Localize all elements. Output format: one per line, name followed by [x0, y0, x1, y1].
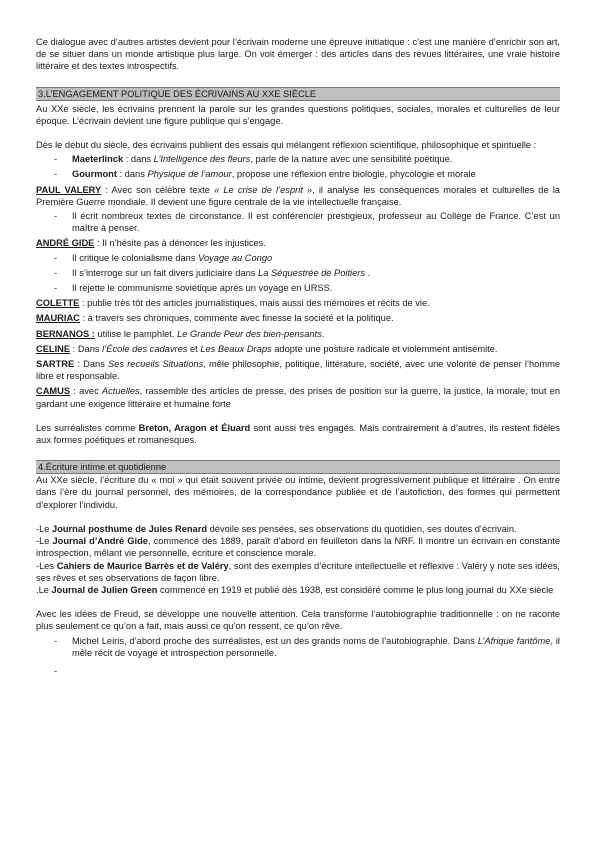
list-item: - Michel Leiris, d’abord proche des surréalistes, est un des grands noms de l’autobiographie. Dans L’Afrique fantôme, il mêle récit de voyage et introspection personnelle.	[54, 635, 560, 658]
section3-p2: Dès le début du siècle, des écrivains publient des essais qui mélangent réflexion scientifique, philosophique et spirituelle :	[36, 140, 537, 151]
journal-entry: -Le Journal posthume de Jules Renard dévoile ses pensées, ses observations du quotidien, ses doutes d’écrivain.	[36, 523, 517, 534]
valery-list	[36, 210, 560, 234]
section4-p1: Au XXe siècle, l’écriture du « moi » qui était souvent privée ou intime, devient progressivement publique et littéraire . On entre dans l’ère du journal personnel, des mémoires, de la correspondance publiée et de l’autofiction, des formes qui permettent d’explorer l’individu.	[36, 475, 560, 510]
list-item: - Il écrit nombreux textes de circonstance. Il est conférencier prestigieux, professeur au Collège de France. C’est un maître à penser.	[54, 211, 560, 234]
valery-paragraph: PAUL VALERY : Avec son célèbre texte « Le crise de l’esprit », il analyse les conséquences morales et culturelles de la Première Guerre mondiale. Il devient une figure centrale de la vie intellectuelle française.	[36, 184, 560, 207]
list-item: - Il rejette le communisme soviétique après un voyage en URSS.	[54, 283, 333, 294]
list-item: - Gourmont : dans Physique de l’amour, propose une réflexion entre biologie, phycologie et morale	[54, 169, 476, 180]
gide-list	[36, 252, 560, 295]
list-item: - Il s’interroge sur un fait divers judiciaire dans La Séquestrée de Poitiers .	[54, 267, 371, 278]
list-item: - Il critique le colonialisme dans Voyage au Congo	[54, 252, 273, 263]
journal-entry: .Le Journal de Julien Green commencé en 1919 et publié dès 1938, est considéré comme le plus long journal du XXe siècle	[36, 584, 554, 595]
camus-paragraph: CAMUS : avec Actuelles, rassemble des articles de presse, des prises de position sur la guerre, la justice, la morale, tout en gardant une exigence littéraire et humaine forte	[36, 386, 560, 409]
list-item: -	[54, 665, 58, 676]
section3-heading: 3.L’ENGAGEMENT POLITIQUE DES ÉCRIVAINS AU XXE SIÈCLE	[36, 87, 560, 101]
celine-paragraph: CELINE : Dans l’École des cadavres et Les Beaux Draps adopte une posture radicale et violemment antisémite.	[36, 343, 498, 354]
freud-paragraph: Avec les idées de Freud, se développe une nouvelle attention. Cela transforme l’autobiographie traditionnelle : on ne raconte plus seulement ce qu’on a fait, mais aussi ce qu’on ressent, ce qu’on rêve.	[36, 609, 560, 632]
journal-entry: -Les Cahiers de Maurice Barrès et de Valéry, sont des exemples d’écriture intellectuelle et réflexive : Valéry y note ses idées, ses rêves et ses observations de façon libre.	[36, 560, 560, 583]
journal-entry: -Le Journal d’André Gide, commencé dès 1889, paraît d’abord en feuilleton dans la NRF. Il montre un écrivain en constante introspection, mêlant vie personnelle, écriture et conscience morale.	[36, 536, 560, 559]
mauriac-paragraph: MAURIAC : à travers ses chroniques, commente avec finesse la société et la politique.	[36, 313, 394, 324]
intro-paragraph: Ce dialogue avec d’autres artistes devient pour l’écrivain moderne une épreuve initiatique : c’est une manière d’enrichir son art, de se situer dans un monde artistique plus large. On voit émerger : des articles dans des revues littéraires, une vraie histoire littéraire et des textes introspectifs.	[36, 37, 560, 72]
colette-paragraph: COLETTE : publie très tôt des articles journalistiques, mais aussi des mémoires et récits de vie.	[36, 298, 430, 309]
list-item: - Maeterlinck : dans L’Intelligence des fleurs, parle de la nature avec une sensibilité poétique.	[54, 154, 453, 165]
essayists-list	[36, 153, 560, 180]
bernanos-paragraph: BERNANOS : utilise le pamphlet. Le Grande Peur des bien-pensants.	[36, 328, 325, 339]
sartre-paragraph: SARTRE : Dans Ses recueils Situations, mêle philosophie, politique, littérature, société, avec une volonté de penser l’homme libre et responsable.	[36, 359, 560, 382]
autobiography-list	[36, 635, 560, 678]
section4-heading: 4.Écriture intime et quotidienne	[36, 460, 560, 474]
gide-paragraph: ANDRÉ GIDE : Il n’hésite pas à dénoncer les injustices.	[36, 238, 266, 249]
surrealists-paragraph: Les surréalistes comme Breton, Aragon et Éluard sont aussi très engagés. Mais contrairement à d’autres, ils restent fidèles aux formes poétiques et romanesques.	[36, 422, 561, 446]
section3-p1: Au XXe siècle, les écrivains prennent la parole sur les grandes questions politiques, sociales, morales et culturelles de leur époque. L’écrivain devient une figure publique qui s’engage.	[36, 103, 560, 126]
